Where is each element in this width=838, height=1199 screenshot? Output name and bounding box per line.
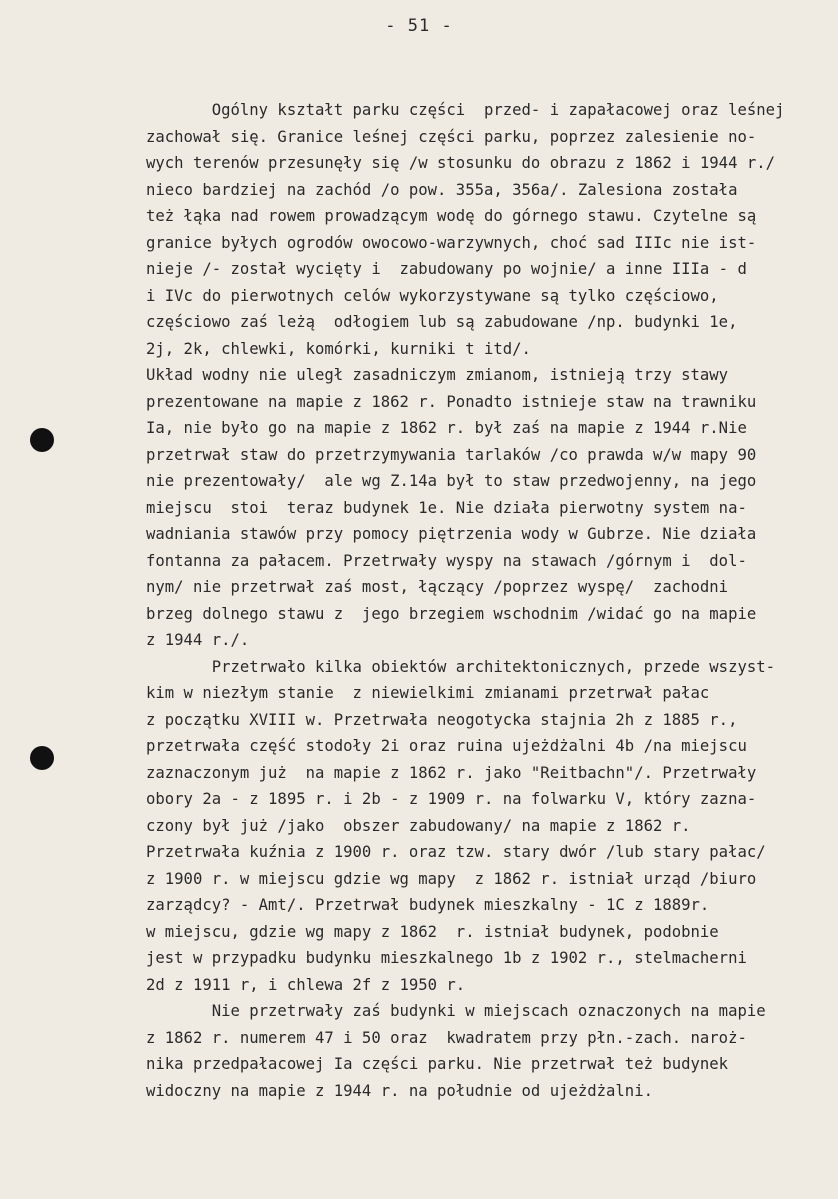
text-line: z 1900 r. w miejscu gdzie wg mapy z 1862 r. istniał urząd /biuro bbox=[146, 869, 757, 888]
text-line: widoczny na mapie z 1944 r. na południe od ujeżdżalni. bbox=[146, 1081, 653, 1100]
text-line: nieje /- został wycięty i zabudowany po wojnie/ a inne IIIa - d bbox=[146, 260, 747, 278]
text-line: granice byłych ogrodów owocowo-warzywnych, choć sad IIIc nie ist- bbox=[146, 233, 757, 252]
text-line: prezentowane na mapie z 1862 r. Ponadto istnieje staw na trawniku bbox=[146, 392, 757, 411]
text-line: Przetrwało kilka obiektów architektonicznych, przede wszyst- bbox=[146, 657, 776, 676]
text-line: z 1944 r./. bbox=[146, 631, 250, 649]
text-line: miejscu stoi teraz budynek 1e. Nie działa pierwotny system na- bbox=[146, 498, 747, 517]
text-line: Nie przetrwały zaś budynki w miejscach oznaczonych na mapie bbox=[146, 1002, 766, 1020]
text-line: Układ wodny nie uległ zasadniczym zmianom, istnieją trzy stawy bbox=[146, 366, 729, 384]
text-line: zaznaczonym już na mapie z 1862 r. jako "Reitbachn"/. Przetrwały bbox=[146, 763, 757, 782]
text-line: też łąka nad rowem prowadzącym wodę do górnego stawu. Czytelne są bbox=[146, 207, 757, 225]
text-line: częściowo zaś leżą odłogiem lub są zabudowane /np. budynki 1e, bbox=[146, 313, 738, 331]
text-line: jest w przypadku budynku mieszkalnego 1b z 1902 r., stelmacherni bbox=[146, 949, 747, 967]
text-line: Przetrwała kuźnia z 1900 r. oraz tzw. stary dwór /lub stary pałac/ bbox=[146, 843, 766, 861]
text-line: wadniania stawów przy pomocy piętrzenia wody w Gubrze. Nie działa bbox=[146, 525, 757, 543]
text-line: fontanna za pałacem. Przetrwały wyspy na stawach /górnym i dol- bbox=[146, 551, 747, 570]
text-line: wych terenów przesunęły się /w stosunku do obrazu z 1862 i 1944 r./ bbox=[146, 154, 776, 172]
text-line: w miejscu, gdzie wg mapy z 1862 r. istniał budynek, podobnie bbox=[146, 922, 719, 941]
text-line: i IVc do pierwotnych celów wykorzystywane są tylko częściowo, bbox=[146, 286, 719, 305]
text-line: brzeg dolnego stawu z jego brzegiem wschodnim /widać go na mapie bbox=[146, 604, 757, 623]
text-line: nika przedpałacowej Ia części parku. Nie przetrwał też budynek bbox=[146, 1055, 729, 1073]
text-line: czony był już /jako obszer zabudowany/ na mapie z 1862 r. bbox=[146, 816, 691, 835]
text-line: kim w niezłym stanie z niewielkimi zmianami przetrwał pałac bbox=[146, 684, 710, 702]
text-line: przetrwała część stodoły 2i oraz ruina ujeżdżalni 4b /na miejscu bbox=[146, 737, 747, 755]
text-line: 2d z 1911 r, i chlewa 2f z 1950 r. bbox=[146, 975, 466, 994]
text-line: nieco bardziej na zachód /o pow. 355a, 356a/. Zalesiona została bbox=[146, 180, 738, 199]
page-number: - 51 - bbox=[385, 16, 453, 36]
text-line: zarządcy? - Amt/. Przetrwał budynek mieszkalny - 1C z 1889r. bbox=[146, 896, 710, 914]
text-line: zachował się. Granice leśnej części parku, poprzez zalesienie no- bbox=[146, 127, 757, 146]
punch-hole-top bbox=[30, 428, 54, 452]
text-line: z początku XVIII w. Przetrwała neogotycka stajnia 2h z 1885 r., bbox=[146, 710, 738, 729]
text-line: przetrwał staw do przetrzymywania tarlaków /co prawda w/w mapy 90 bbox=[146, 445, 757, 464]
text-line: nym/ nie przetrwał zaś most, łączący /poprzez wyspę/ zachodni bbox=[146, 578, 729, 596]
body-text bbox=[146, 97, 830, 1104]
text-line: nie prezentowały/ ale wg Z.14a był to staw przedwojenny, na jego bbox=[146, 472, 757, 490]
text-line: z 1862 r. numerem 47 i 50 oraz kwadratem przy płn.-zach. naroż- bbox=[146, 1028, 747, 1047]
punch-hole-bottom bbox=[30, 746, 54, 770]
text-line: Ia, nie było go na mapie z 1862 r. był zaś na mapie z 1944 r.Nie bbox=[146, 419, 747, 437]
text-line: obory 2a - z 1895 r. i 2b - z 1909 r. na folwarku V, który zazna- bbox=[146, 790, 757, 808]
text-line: Ogólny kształt parku części przed- i zapałacowej oraz leśnej bbox=[146, 101, 785, 119]
text-line: 2j, 2k, chlewki, komórki, kurniki t itd/. bbox=[146, 339, 531, 358]
